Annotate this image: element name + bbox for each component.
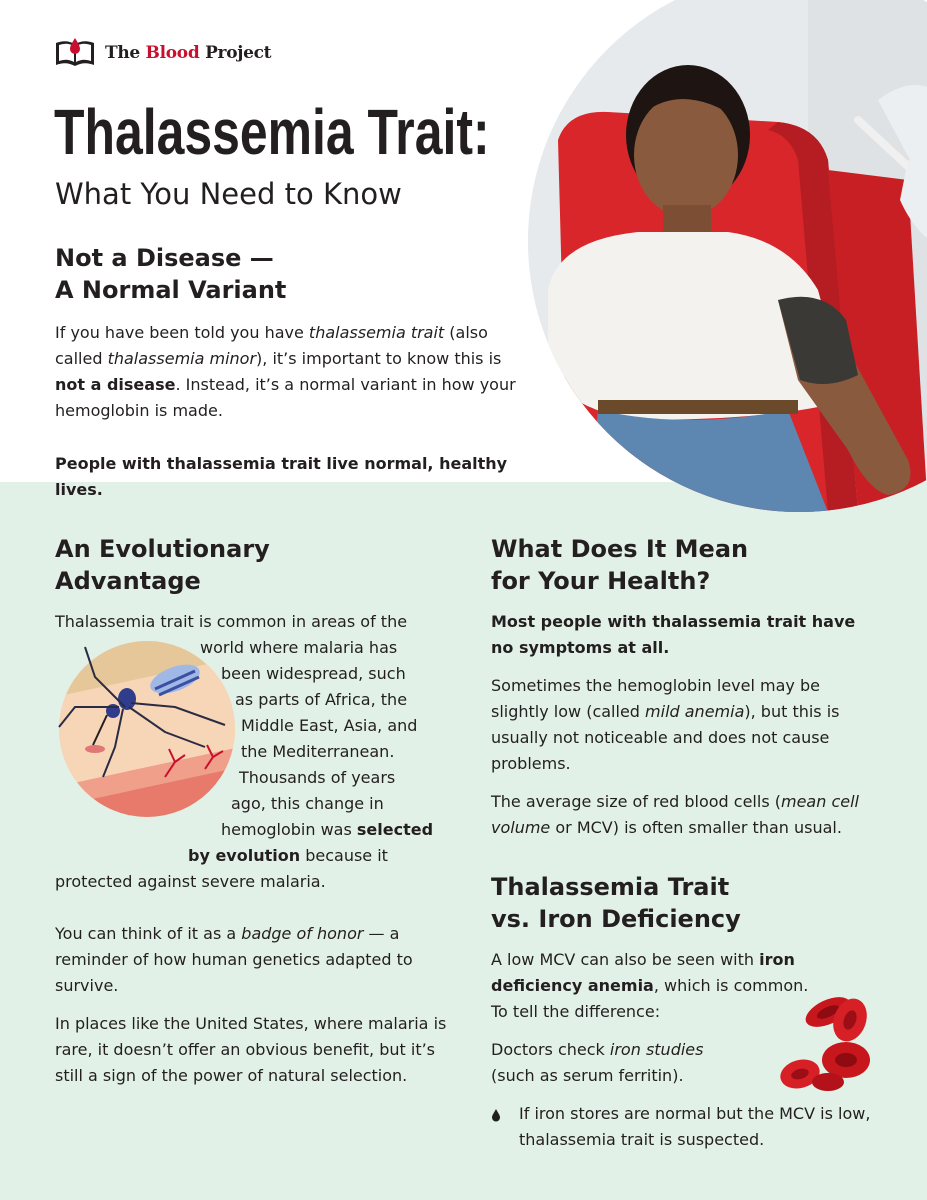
text-line: world where malaria has [200, 638, 398, 657]
text-line: by evolution because it [188, 846, 388, 865]
page-title: Thalassemia Trait: [54, 96, 490, 168]
badge-of-honor-paragraph: You can think of it as a badge of honor — a reminder of how human genetics adapted to survive. [55, 924, 413, 995]
text-line: Middle East, Asia, and [241, 716, 418, 735]
page-subtitle: What You Need to Know [55, 177, 402, 211]
heading-not-a-disease: Not a Disease — A Normal Variant [55, 244, 287, 304]
text-line: hemoglobin was selected [221, 820, 434, 839]
blood-drop-icon [491, 1101, 519, 1126]
text-line: as parts of Africa, the [235, 690, 408, 709]
text-line: Thalassemia trait is common in areas of the [55, 612, 408, 631]
bullet-item [491, 1101, 876, 1153]
bullet-text: If iron stores are normal but the MCV is low, thalassemia trait is suspected. [519, 1104, 871, 1149]
woman-blood-donation-photo [528, 0, 927, 512]
text-line: ago, this change in [231, 794, 384, 813]
mcv-paragraph: The average size of red blood cells (mean cell volume or MCV) is often smaller than usual. [491, 792, 859, 837]
red-blood-cells-illustration [778, 990, 878, 1095]
heading-health: What Does It Mean for Your Health? [491, 535, 749, 595]
iron-studies-paragraph: Doctors check iron studies (such as serum ferritin). [491, 1040, 704, 1085]
brand-logo[interactable] [54, 37, 271, 69]
mild-anemia-paragraph: Sometimes the hemoglobin level may be slightly low (called mild anemia), but this is usually not noticeable and does not cause problems. [491, 676, 840, 773]
heading-evolutionary-advantage: An Evolutionary Advantage [55, 535, 270, 595]
brand-name: The Blood Project [105, 43, 272, 63]
intro-paragraph: If you have been told you have thalassemia trait (also called thalassemia minor), it’s important to know this is not a disease. Instead, it’s a normal variant in how your hemoglobin is made. [55, 323, 516, 420]
open-book-blood-drop-icon [54, 37, 96, 69]
text-line: been widespread, such [221, 664, 406, 683]
mosquito-on-skin-illustration [55, 637, 240, 822]
evolution-wrapped-text [55, 609, 450, 889]
text-line: protected against severe malaria. [55, 872, 326, 891]
low-mcv-paragraph: A low MCV can also be seen with iron deficiency anemia, which is common. To tell the difference: [491, 950, 809, 1021]
no-symptoms-paragraph: Most people with thalassemia trait have no symptoms at all. [491, 612, 856, 657]
text-line: Thousands of years [239, 768, 396, 787]
united-states-paragraph: In places like the United States, where malaria is rare, it doesn’t offer an obvious benefit, but it’s still a sign of the power of natural selection. [55, 1014, 447, 1085]
heading-iron-deficiency: Thalassemia Trait vs. Iron Deficiency [491, 873, 741, 933]
intro-bold-statement: People with thalassemia trait live normal, healthy lives. [55, 454, 508, 499]
evolution-section [55, 533, 450, 1089]
text-line: the Mediterranean. [241, 742, 395, 761]
